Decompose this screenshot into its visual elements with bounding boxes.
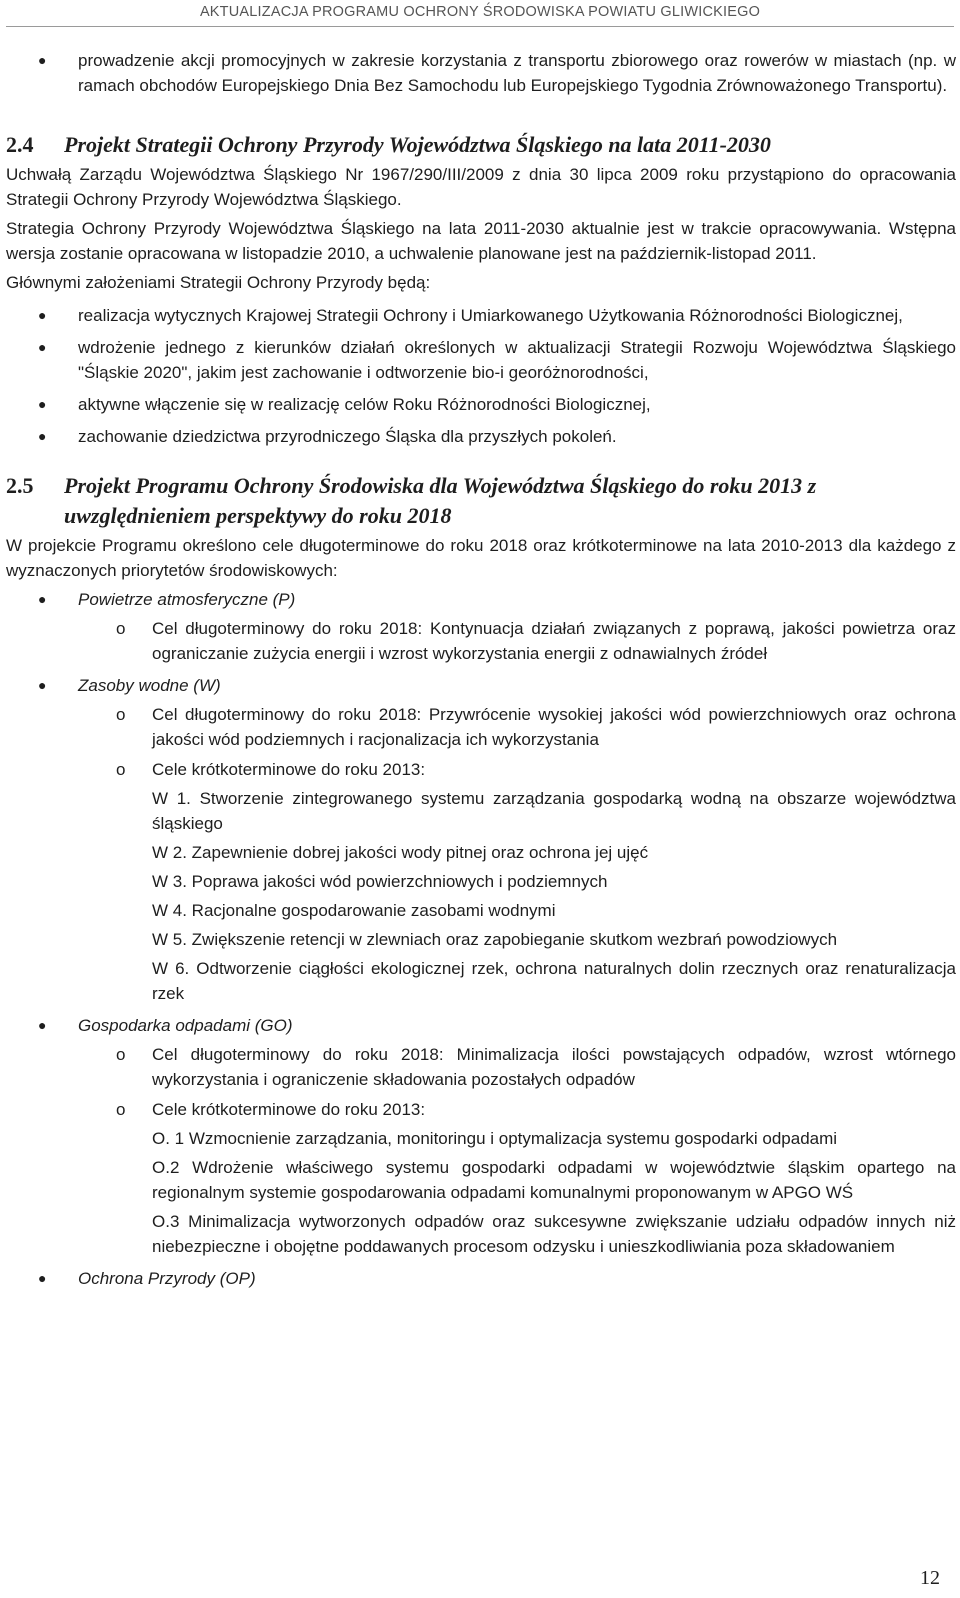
- page-content: [6, 48, 956, 1298]
- bullet-icon: ●: [38, 52, 47, 68]
- list-item: [6, 1266, 956, 1291]
- circle-bullet-icon: o: [116, 1100, 126, 1119]
- paragraph: Strategia Ochrony Przyrody Województwa Śląskiego na lata 2011-2030 aktualnie jest w trakcie opracowywania. Wstępna wersja zostanie opracowana w listopadzie 2010, a uchwalenie planowane jest na październik-listopad 2011.: [6, 219, 956, 263]
- bullet-icon: ●: [38, 591, 47, 607]
- list-item-text: Cel długoterminowy do roku 2018: Minimalizacja ilości powstających odpadów, wzrost wtórnego wykorzystania i ograniczenie składowania pozostałych odpadów: [152, 1045, 956, 1089]
- list-item-text: Cel długoterminowy do roku 2018: Przywrócenie wysokiej jakości wód powierzchniowych oraz ochrona jakości wód podziemnych i racjonalizacja ich wykorzystania: [152, 705, 956, 749]
- sub-list: [78, 1042, 956, 1259]
- list-item: [78, 616, 956, 666]
- bullet-icon: ●: [38, 396, 47, 412]
- goal-item: O.3 Minimalizacja wytworzonych odpadów oraz sukcesywne zwiększanie udziału odpadów innych niż niebezpieczne i obojętne poddawanych procesom odzysku i unieszkodliwiania poza składowaniem: [152, 1212, 956, 1256]
- list-item-text: Cel długoterminowy do roku 2018: Kontynuacja działań związanych z poprawą, jakości powietrza oraz ograniczanie zużycia energii i wzrost wykorzystania energii z odnawialnych źródeł: [152, 619, 956, 663]
- list-item: [78, 1042, 956, 1092]
- section-title: Projekt Programu Ochrony Środowiska dla Województwa Śląskiego do roku 2013 z uwzględnieniem perspektywy do roku 2018: [64, 473, 817, 528]
- list-item: [6, 587, 956, 666]
- goal-item: O. 1 Wzmocnienie zarządzania, monitoringu i optymalizacja systemu gospodarki odpadami: [152, 1129, 838, 1148]
- list-item-text: wdrożenie jednego z kierunków działań określonych w aktualizacji Strategii Rozwoju Województwa Śląskiego "Śląskie 2020", jakim jest zachowanie i odtworzenie bio-i georóżnorodności,: [78, 338, 956, 382]
- intro-bullet-list: [6, 48, 956, 98]
- bullet-icon: ●: [38, 428, 47, 444]
- priority-list: [6, 587, 956, 1291]
- goal-item: O.2 Wdrożenie właściwego systemu gospodarki odpadami w województwie śląskim opartego na regionalnym systemie gospodarowania odpadami komunalnymi proponowanym w APGO WŚ: [152, 1158, 956, 1202]
- goal-item: W 3. Poprawa jakości wód powierzchniowych i podziemnych: [152, 872, 608, 891]
- list-item: [6, 673, 956, 1006]
- list-item: [6, 335, 956, 385]
- bullet-icon: ●: [38, 1270, 47, 1286]
- list-item: [6, 1013, 956, 1259]
- paragraph: W projekcie Programu określono cele długoterminowe do roku 2018 oraz krótkoterminowe na lata 2010-2013 dla każdego z wyznaczonych priorytetów środowiskowych:: [6, 536, 956, 580]
- list-item-text: prowadzenie akcji promocyjnych w zakresie korzystania z transportu zbiorowego oraz rowerów w miastach (np. w ramach obchodów Europejskiego Dnia Bez Samochodu lub Europejskiego Tygodnia Zrównoważonego Transportu).: [78, 51, 956, 95]
- bullet-icon: ●: [38, 307, 47, 323]
- list-item: [78, 757, 956, 1006]
- section-heading-2-4: [6, 130, 956, 160]
- goal-item: W 1. Stworzenie zintegrowanego systemu zarządzania gospodarką wodną na obszarze województwa śląskiego: [152, 789, 956, 833]
- list-item: [78, 702, 956, 752]
- list-item-text: Cele krótkoterminowe do roku 2013:: [152, 760, 426, 779]
- list-item-text: realizacja wytycznych Krajowej Strategii Ochrony i Umiarkowanego Użytkowania Różnorodności Biologicznej,: [78, 306, 903, 325]
- header-rule: [6, 26, 954, 27]
- list-item-text: zachowanie dziedzictwa przyrodniczego Śląska dla przyszłych pokoleń.: [78, 427, 617, 446]
- section-title: Projekt Strategii Ochrony Przyrody Województwa Śląskiego na lata 2011-2030: [64, 132, 771, 157]
- bullet-icon: ●: [38, 1017, 47, 1033]
- running-header: AKTUALIZACJA PROGRAMU OCHRONY ŚRODOWISKA POWIATU GLIWICKIEGO: [199, 4, 761, 20]
- circle-bullet-icon: o: [116, 760, 126, 779]
- goal-item: W 6. Odtworzenie ciągłości ekologicznej rzek, ochrona naturalnych dolin rzecznych oraz renaturalizacja rzek: [152, 959, 956, 1003]
- list-item: [6, 392, 956, 417]
- strategy-assumptions-list: [6, 303, 956, 449]
- goal-item: W 5. Zwiększenie retencji w zlewniach oraz zapobieganie skutkom wezbrań powodziowych: [152, 930, 838, 949]
- section-number: 2.4: [6, 132, 34, 157]
- bullet-icon: ●: [38, 339, 47, 355]
- priority-name: Ochrona Przyrody (OP): [78, 1269, 256, 1288]
- circle-bullet-icon: o: [116, 705, 126, 724]
- list-item: [6, 303, 956, 328]
- section-heading-2-5: [6, 471, 956, 531]
- paragraph: Uchwałą Zarządu Województwa Śląskiego Nr 1967/290/III/2009 z dnia 30 lipca 2009 roku przystąpiono do opracowania Strategii Ochrony Przyrody Województwa Śląskiego.: [6, 165, 956, 209]
- paragraph: Głównymi założeniami Strategii Ochrony Przyrody będą:: [6, 273, 431, 292]
- priority-name: Zasoby wodne (W): [78, 676, 221, 695]
- bullet-icon: ●: [38, 677, 47, 693]
- list-item-text: Cele krótkoterminowe do roku 2013:: [152, 1100, 426, 1119]
- page-number: 12: [920, 1567, 940, 1589]
- section-number: 2.5: [6, 473, 34, 498]
- circle-bullet-icon: o: [116, 1045, 126, 1064]
- list-item-text: aktywne włączenie się w realizację celów Roku Różnorodności Biologicznej,: [78, 395, 651, 414]
- sub-list: [78, 702, 956, 1006]
- goal-item: W 2. Zapewnienie dobrej jakości wody pitnej oraz ochrona jej ujęć: [152, 843, 649, 862]
- circle-bullet-icon: o: [116, 619, 126, 638]
- sub-list: [78, 616, 956, 666]
- list-item: [6, 48, 956, 98]
- priority-name: Powietrze atmosferyczne (P): [78, 590, 296, 609]
- goal-item: W 4. Racjonalne gospodarowanie zasobami wodnymi: [152, 901, 556, 920]
- list-item: [6, 424, 956, 449]
- list-item: [78, 1097, 956, 1259]
- priority-name: Gospodarka odpadami (GO): [78, 1016, 293, 1035]
